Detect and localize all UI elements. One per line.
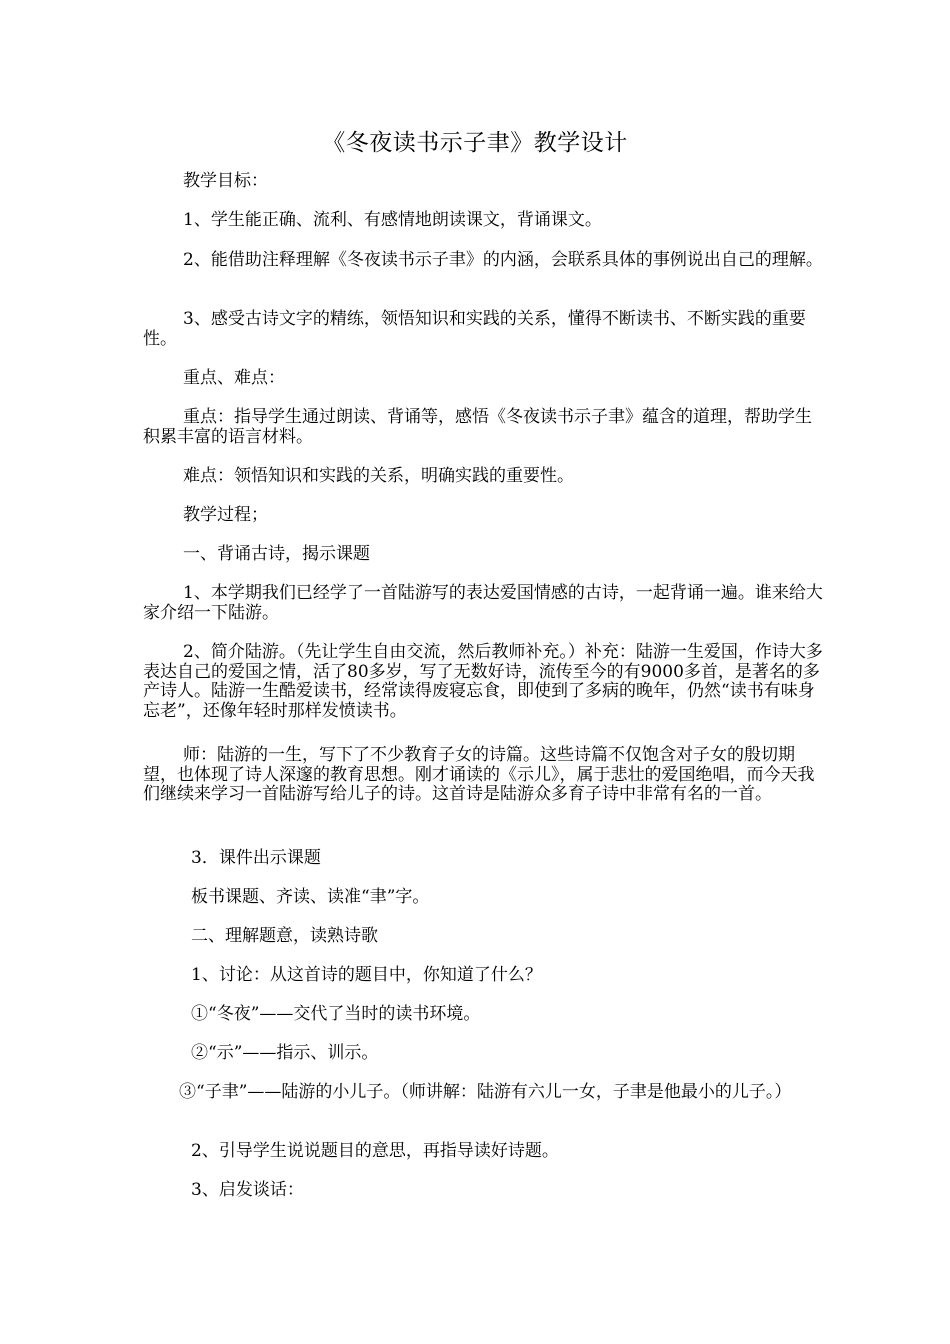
step-2-note-3: ③“子聿”——陆游的小儿子。（师讲解：陆游有六儿一女，子聿是他最小的儿子。） xyxy=(179,1082,792,1102)
step-1-item-1: 1、本学期我们已经学了一首陆游写的表达爱国情感的古诗，一起背诵一遍。谁来给大家介绍一下陆游。 xyxy=(143,583,823,623)
objective-1: 1、学生能正确、流利、有感情地朗读课文，背诵课文。 xyxy=(183,210,602,230)
section-heading-key-points: 重点、难点： xyxy=(183,368,285,388)
step-1-heading: 一、背诵古诗，揭示课题 xyxy=(183,544,370,564)
step-2-note-2: ②“示”——指示、训示。 xyxy=(191,1043,379,1063)
step-2-note-1: ①“冬夜”——交代了当时的读书环境。 xyxy=(191,1004,481,1024)
section-heading-objectives: 教学目标： xyxy=(183,171,268,191)
objective-3: 3、感受古诗文字的精练，领悟知识和实践的关系，懂得不断读书、不断实践的重要性。 xyxy=(143,309,806,349)
step-1-item-2: 2、简介陆游。（先让学生自由交流，然后教师补充。）补充：陆游一生爱国，作诗大多表达自己的爱国之情，活了80多岁，写了无数好诗，流传至今的有9000多首，是著名的多产诗人。陆游一生酷爱读书，经常读得废寝忘食，即使到了多病的晚年，仍然“读书有味身忘老”，还像年轻时那样发愤读书。 xyxy=(143,642,823,721)
step-2-item-1: 1、讨论：从这首诗的题目中，你知道了什么？ xyxy=(191,965,542,985)
step-2-heading: 二、理解题意，读熟诗歌 xyxy=(191,926,378,946)
board-writing: 板书课题、齐读、读准“聿”字。 xyxy=(191,887,430,907)
step-2-item-2: 2、引导学生说说题目的意思，再指导读好诗题。 xyxy=(191,1141,559,1161)
document-title: 《冬夜读书示子聿》教学设计 xyxy=(322,130,628,156)
step-1-item-3: 3．课件出示课题 xyxy=(191,848,321,868)
objective-2: 2、能借助注释理解《冬夜读书示子聿》的内涵，会联系具体的事例说出自己的理解。 xyxy=(183,250,823,270)
key-point: 重点：指导学生通过朗读、背诵等，感悟《冬夜读书示子聿》蕴含的道理，帮助学生积累丰富的语言材料。 xyxy=(143,407,812,447)
step-2-item-3: 3、启发谈话： xyxy=(191,1180,304,1200)
teacher-talk: 师：陆游的一生，写下了不少教育子女的诗篇。这些诗篇不仅饱含对子女的殷切期望，也体现了诗人深邃的教育思想。刚才诵读的《示儿》，属于悲壮的爱国绝唱，而今天我们继续来学习一首陆游写给儿子的诗。这首诗是陆游众多育子诗中非常有名的一首。 xyxy=(143,745,815,804)
difficult-point: 难点：领悟知识和实践的关系，明确实践的重要性。 xyxy=(183,466,574,486)
section-heading-process: 教学过程； xyxy=(183,505,268,525)
